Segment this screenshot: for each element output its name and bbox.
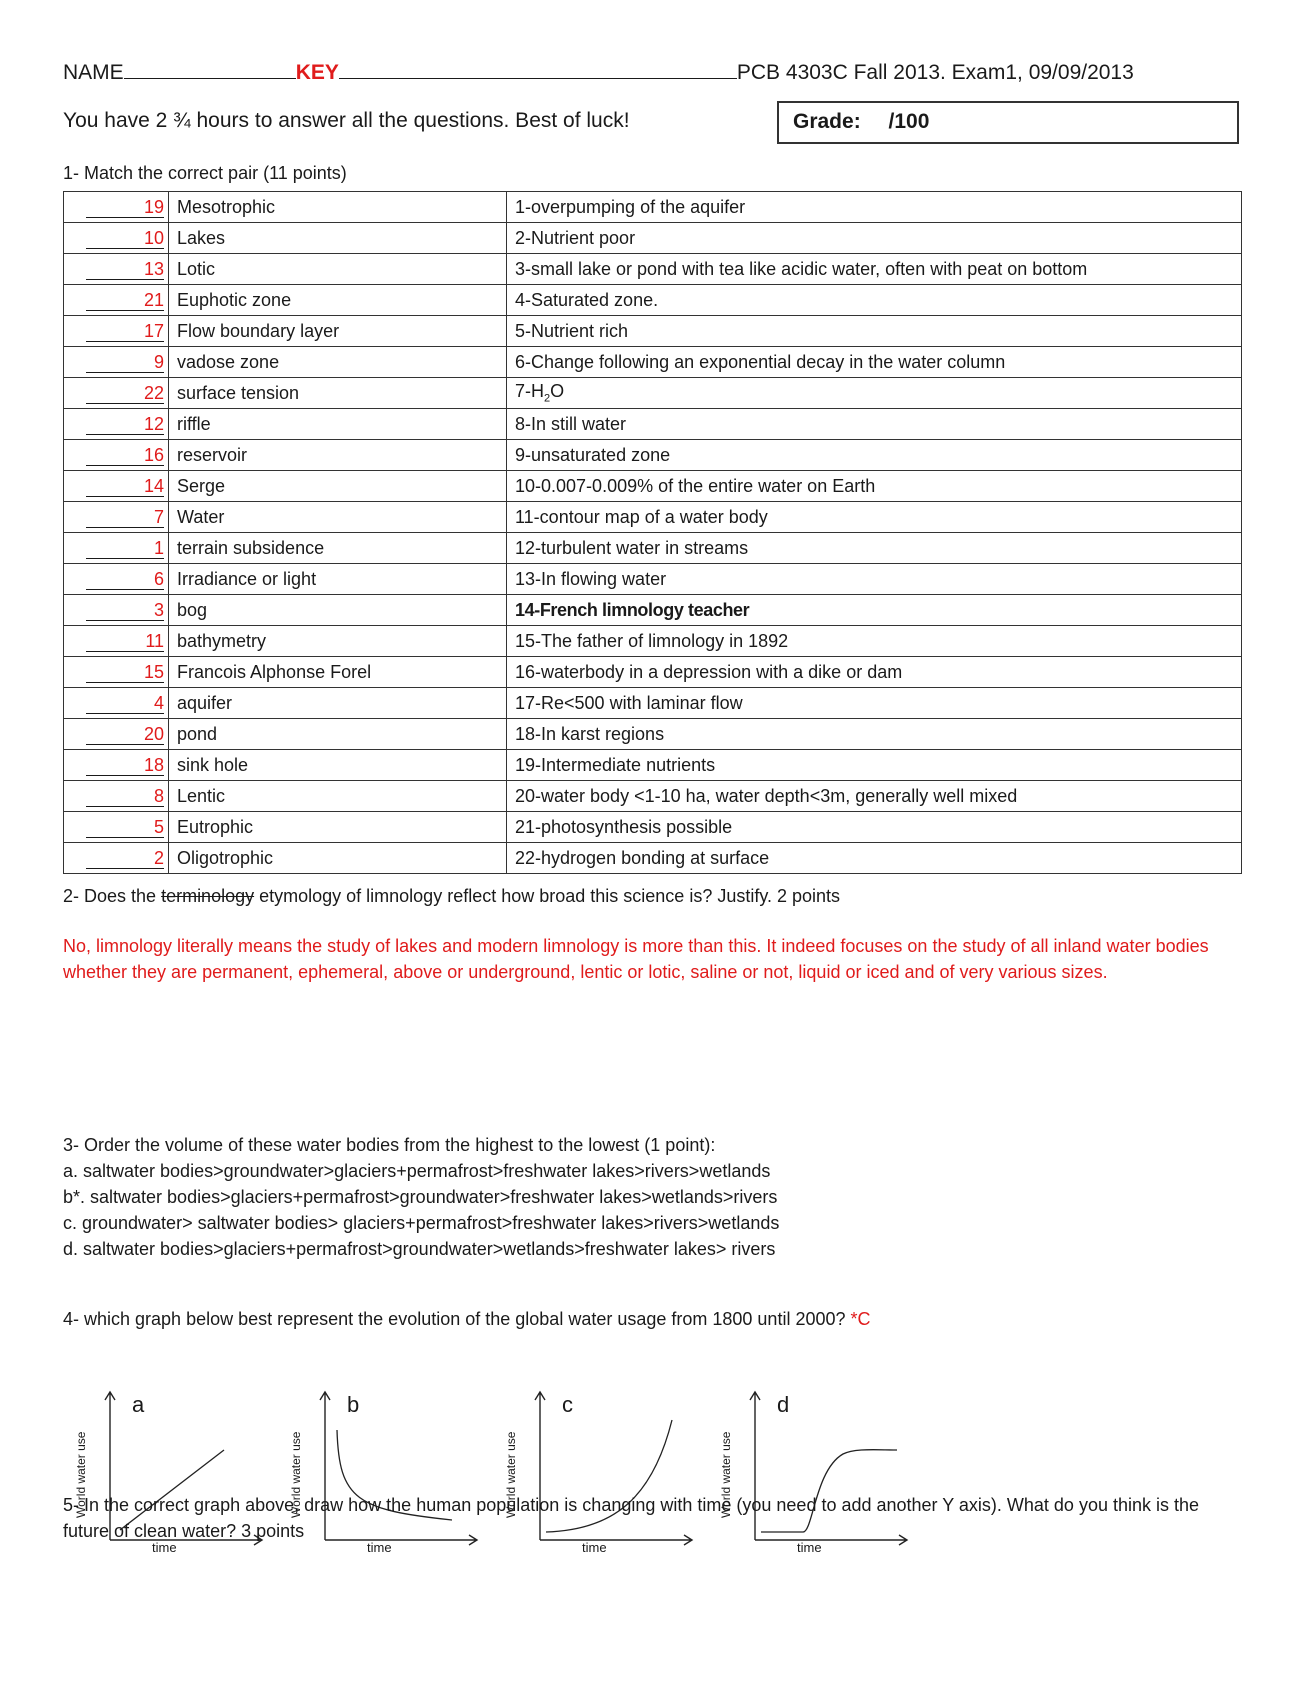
definition-cell: 3-small lake or pond with tea like acidic water, often with peat on bottom [507, 254, 1242, 285]
table-row [64, 471, 1242, 502]
definition-cell: 20-water body <1-10 ha, water depth<3m, generally well mixed [507, 781, 1242, 812]
table-row [64, 657, 1242, 688]
answer-value: 11 [86, 631, 164, 652]
answer-cell[interactable] [64, 378, 169, 409]
table-row [64, 316, 1242, 347]
table-row [64, 533, 1242, 564]
q1-title: 1- Match the correct pair (11 points) [63, 163, 347, 183]
definition-cell: 21-photosynthesis possible [507, 812, 1242, 843]
answer-value: 19 [86, 197, 164, 218]
graph-y-label: World water use [719, 1431, 733, 1518]
table-row [64, 378, 1242, 409]
table-row [64, 688, 1242, 719]
answer-cell[interactable] [64, 843, 169, 874]
term-cell: aquifer [169, 688, 507, 719]
answer-value: 21 [86, 290, 164, 311]
answer-value: 12 [86, 414, 164, 435]
definition-cell: 14-French limnology teacher [507, 595, 1242, 626]
name-label: NAME [63, 61, 124, 84]
q2-prefix: 2- Does the [63, 886, 162, 906]
answer-cell[interactable] [64, 316, 169, 347]
answer-cell[interactable] [64, 750, 169, 781]
definition-cell: 11-contour map of a water body [507, 502, 1242, 533]
definition-cell: 15-The father of limnology in 1892 [507, 626, 1242, 657]
definition-cell: 6-Change following an exponential decay in the water column [507, 347, 1242, 378]
answer-value: 18 [86, 755, 164, 776]
instructions: You have 2 ¾ hours to answer all the questions. Best of luck! [63, 109, 630, 132]
grade-label: Grade: [793, 110, 861, 133]
name-value: KEY [295, 61, 339, 84]
term-cell: sink hole [169, 750, 507, 781]
table-row [64, 192, 1242, 223]
definition-cell: 12-turbulent water in streams [507, 533, 1242, 564]
answer-value: 13 [86, 259, 164, 280]
match-table [63, 191, 1242, 874]
term-cell: reservoir [169, 440, 507, 471]
q3-option-c[interactable]: c. groundwater> saltwater bodies> glaciers+permafrost>freshwater lakes>rivers>wetlands [63, 1213, 780, 1233]
definition-cell: 10-0.007-0.009% of the entire water on Earth [507, 471, 1242, 502]
answer-cell[interactable] [64, 502, 169, 533]
table-row [64, 285, 1242, 316]
term-cell: Lentic [169, 781, 507, 812]
answer-cell[interactable] [64, 595, 169, 626]
term-cell: Eutrophic [169, 812, 507, 843]
table-row [64, 750, 1242, 781]
answer-cell[interactable] [64, 533, 169, 564]
answer-cell[interactable] [64, 254, 169, 285]
definition-cell: 19-Intermediate nutrients [507, 750, 1242, 781]
answer-value: 20 [86, 724, 164, 745]
term-cell: surface tension [169, 378, 507, 409]
definition-cell: 22-hydrogen bonding at surface [507, 843, 1242, 874]
name-blank-1[interactable] [124, 58, 296, 79]
answer-cell[interactable] [64, 719, 169, 750]
answer-value: 5 [86, 817, 164, 838]
q3-option-d[interactable]: d. saltwater bodies>glaciers+permafrost>groundwater>wetlands>freshwater lakes> rivers [63, 1239, 776, 1259]
definition-cell: 13-In flowing water [507, 564, 1242, 595]
answer-cell[interactable] [64, 285, 169, 316]
graph-y-label: World water use [289, 1431, 303, 1518]
answer-cell[interactable] [64, 626, 169, 657]
answer-cell[interactable] [64, 192, 169, 223]
q4-question: 4- which graph below best represent the evolution of the global water usage from 1800 until 2000? [63, 1309, 851, 1329]
term-cell: Euphotic zone [169, 285, 507, 316]
answer-value: 10 [86, 228, 164, 249]
table-row [64, 719, 1242, 750]
answer-value: 6 [86, 569, 164, 590]
term-cell: riffle [169, 409, 507, 440]
answer-cell[interactable] [64, 781, 169, 812]
definition-cell: 9-unsaturated zone [507, 440, 1242, 471]
q2-struck-word: terminology [161, 886, 255, 906]
answer-value: 15 [86, 662, 164, 683]
definition-cell: 4-Saturated zone. [507, 285, 1242, 316]
name-blank-2[interactable] [339, 58, 737, 79]
graph-y-label: World water use [74, 1431, 88, 1518]
q5-text: 5- In the correct graph above, draw how the human population is changing with time (you need to add another Y axis). What do you think is the future of clean water? 3 points [63, 1495, 1200, 1541]
graph-letter: d [777, 1392, 790, 1417]
answer-cell[interactable] [64, 223, 169, 254]
graph-letter: c [562, 1392, 573, 1417]
definition-cell: 18-In karst regions [507, 719, 1242, 750]
answer-value: 3 [86, 600, 164, 621]
term-cell: Francois Alphonse Forel [169, 657, 507, 688]
graph-letter: a [132, 1392, 145, 1417]
answer-value: 1 [86, 538, 164, 559]
grade-box [777, 101, 1239, 144]
definition-cell: $7-H_2O$ [507, 378, 1242, 409]
q2-suffix: etymology of limnology reflect how broad this science is? Justify. 2 points [254, 886, 841, 906]
answer-value: 4 [86, 693, 164, 714]
answer-cell[interactable] [64, 409, 169, 440]
answer-value: 8 [86, 786, 164, 807]
term-cell: pond [169, 719, 507, 750]
q3-option-b[interactable]: b*. saltwater bodies>glaciers+permafrost>groundwater>freshwater lakes>wetlands>rivers [63, 1187, 778, 1207]
table-row [64, 347, 1242, 378]
table-row [64, 409, 1242, 440]
answer-value: 2 [86, 848, 164, 869]
term-cell: Lotic [169, 254, 507, 285]
term-cell: Oligotrophic [169, 843, 507, 874]
answer-cell[interactable] [64, 688, 169, 719]
table-row [64, 595, 1242, 626]
table-row [64, 626, 1242, 657]
definition-cell: 16-waterbody in a depression with a dike or dam [507, 657, 1242, 688]
graph-x-label: time [367, 1540, 392, 1555]
term-cell: Flow boundary layer [169, 316, 507, 347]
table-row [64, 781, 1242, 812]
definition-cell: 17-Re<500 with laminar flow [507, 688, 1242, 719]
answer-value: 22 [86, 383, 164, 404]
term-cell: bathymetry [169, 626, 507, 657]
graph-x-label: time [797, 1540, 822, 1555]
answer-value: 14 [86, 476, 164, 497]
q2-question [63, 883, 840, 909]
term-cell: Water [169, 502, 507, 533]
answer-cell[interactable] [64, 440, 169, 471]
term-cell: bog [169, 595, 507, 626]
definition-cell: 8-In still water [507, 409, 1242, 440]
graph-x-label: time [152, 1540, 177, 1555]
name-line [63, 58, 1134, 86]
table-row [64, 440, 1242, 471]
answer-value: 7 [86, 507, 164, 528]
term-cell: Lakes [169, 223, 507, 254]
table-row [64, 564, 1242, 595]
q2-answer: No, limnology literally means the study of lakes and modern limnology is more than this. It indeed focuses on the study of all inland water bodies whether they are permanent, ephemeral, above or underground, lentic or lotic, saline or not, liquid or iced and of very various sizes. [63, 936, 1209, 982]
answer-cell[interactable] [64, 471, 169, 502]
course-title: PCB 4303C Fall 2013. Exam1, 09/09/2013 [736, 61, 1134, 84]
answer-cell[interactable] [64, 564, 169, 595]
q4-answer: *C [850, 1309, 871, 1329]
answer-value: 16 [86, 445, 164, 466]
definition-cell: 1-overpumping of the aquifer [507, 192, 1242, 223]
definition-cell: 2-Nutrient poor [507, 223, 1242, 254]
answer-cell[interactable] [64, 657, 169, 688]
grade-total: /100 [888, 110, 930, 133]
answer-value: 9 [86, 352, 164, 373]
answer-cell[interactable] [64, 812, 169, 843]
q4-title [63, 1306, 871, 1332]
term-cell: Irradiance or light [169, 564, 507, 595]
graph-x-label: time [582, 1540, 607, 1555]
q3-title: 3- Order the volume of these water bodies from the highest to the lowest (1 point): [63, 1135, 716, 1155]
q3-options [63, 1158, 779, 1262]
table-row [64, 223, 1242, 254]
q3-option-a[interactable]: a. saltwater bodies>groundwater>glaciers+permafrost>freshwater lakes>rivers>wetlands [63, 1161, 771, 1181]
definition-cell: 5-Nutrient rich [507, 316, 1242, 347]
term-cell: Serge [169, 471, 507, 502]
table-row [64, 843, 1242, 874]
term-cell: Mesotrophic [169, 192, 507, 223]
graph-letter: b [347, 1392, 360, 1417]
term-cell: terrain subsidence [169, 533, 507, 564]
answer-value: 17 [86, 321, 164, 342]
table-row [64, 254, 1242, 285]
term-cell: vadose zone [169, 347, 507, 378]
table-row [64, 812, 1242, 843]
answer-cell[interactable] [64, 347, 169, 378]
table-row [64, 502, 1242, 533]
graph-y-label: World water use [504, 1431, 518, 1518]
